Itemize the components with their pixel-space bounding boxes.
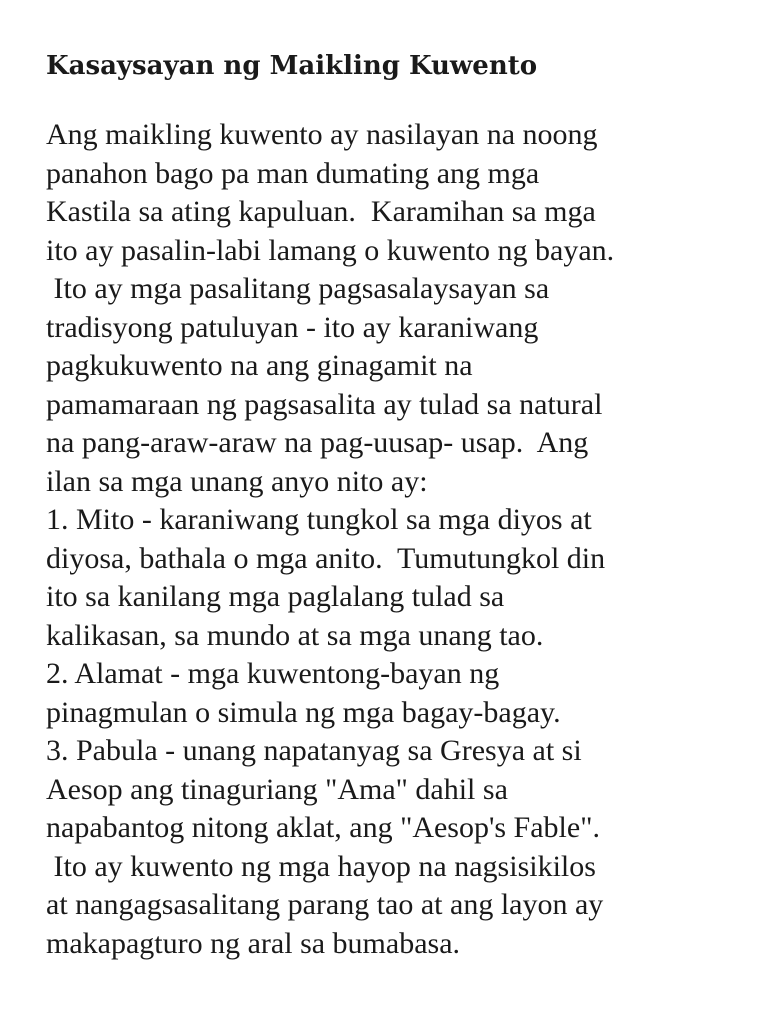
text-line: Ang maikling kuwento ay nasilayan na noong — [46, 118, 598, 151]
list-item-alamat: 2. Alamat - mga kuwentong-bayan ng — [46, 657, 500, 690]
list-item-mito: 1. Mito - karaniwang tungkol sa mga diyos at — [46, 503, 592, 536]
text-line: pamamaraan ng pagsasalita ay tulad sa natural — [46, 387, 603, 421]
text-line: makapagturo ng aral sa bumabasa. — [46, 926, 461, 960]
document-page — [46, 44, 746, 963]
text-line: ito ay pasalin-labi lamang o kuwento ng bayan. — [46, 233, 615, 267]
text-line: na pang-araw-araw na pag-uusap- usap. Ang — [46, 426, 589, 459]
text-line: ilan sa mga unang anyo nito ay: — [46, 464, 428, 498]
text-line: diyosa, bathala o mga anito. Tumutungkol din — [46, 541, 606, 575]
text-line: Aesop ang tinaguriang "Ama" dahil sa — [46, 772, 508, 806]
list-item-pabula: 3. Pabula - unang napatanyag sa Gresya at si — [46, 734, 582, 767]
text-line: Ito ay mga pasalitang pagsasalaysayan sa — [46, 272, 550, 305]
text-line: napabantog nitong aklat, ang "Aesop's Fable". — [46, 811, 600, 844]
document-title: Kasaysayan ng Maikling Kuwento — [46, 51, 538, 81]
text-line: panahon bago pa man dumating ang mga — [46, 156, 540, 190]
text-line: Ito ay kuwento ng mga hayop na nagsisikilos — [46, 849, 596, 883]
text-line: Kastila sa ating kapuluan. Karamihan sa mga — [46, 195, 596, 228]
text-line: ito sa kanilang mga paglalang tulad sa — [46, 580, 505, 613]
text-line: pinagmulan o simula ng mga bagay-bagay. — [46, 695, 561, 729]
text-line: kalikasan, sa mundo at sa mga unang tao. — [46, 618, 544, 652]
text-line: pagkukuwento na ang ginagamit na — [46, 349, 473, 382]
text-line: tradisyong patuluyan - ito ay karaniwang — [46, 310, 539, 344]
document-body — [46, 116, 746, 963]
text-line: at nangagsasalitang parang tao at ang layon ay — [46, 888, 604, 921]
